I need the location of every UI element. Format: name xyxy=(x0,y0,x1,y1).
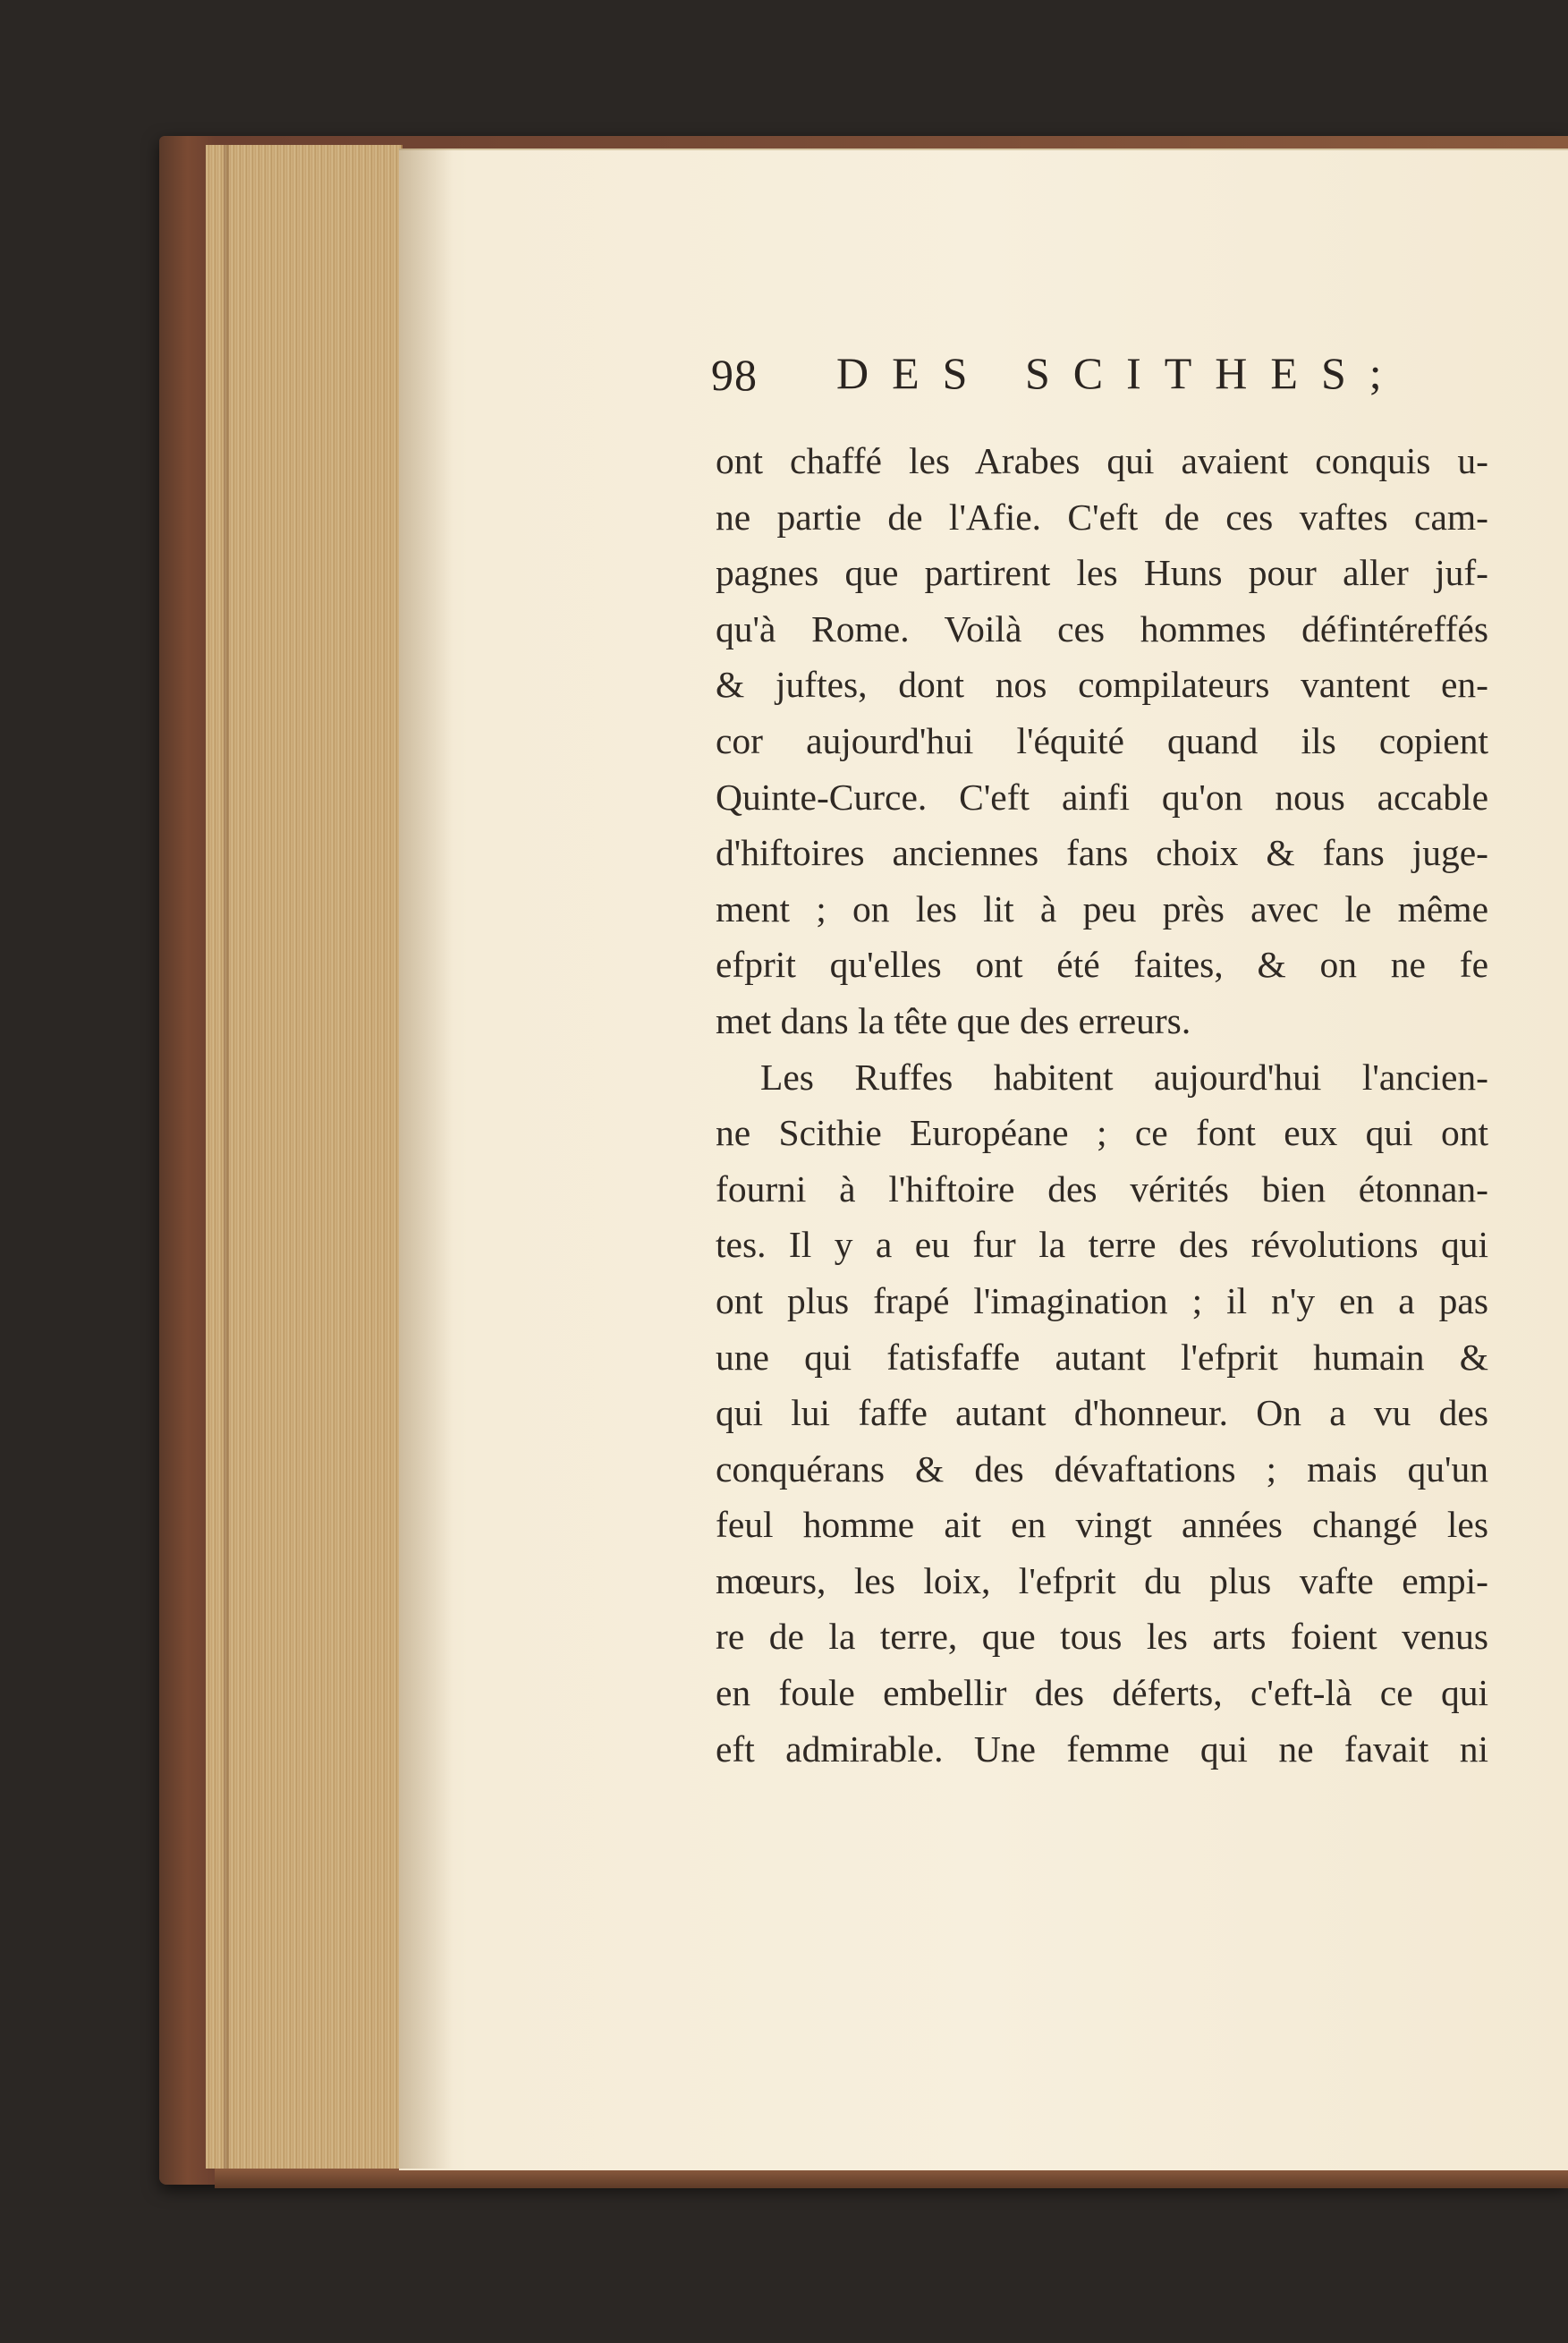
gutter-shadow xyxy=(399,149,453,2169)
text-line: fourni à l'hiftoire des vérités bien étonnan- xyxy=(716,1167,1488,1210)
text-line: ne Scithie Européane ; ce font eux qui ont xyxy=(716,1112,1488,1154)
page-header xyxy=(711,349,1489,412)
text-line: eft admirable. Une femme qui ne favait ni xyxy=(716,1728,1488,1770)
text-line: ont plus frapé l'imagination ; il n'y en a pas xyxy=(716,1279,1488,1321)
text-line: Les Ruffes habitent aujourd'hui l'ancien- xyxy=(760,1056,1488,1098)
text-line: pagnes que partirent les Huns pour aller juf- xyxy=(716,552,1488,594)
text-line: ne partie de l'Afie. C'eft de ces vaftes cam- xyxy=(716,496,1488,538)
text-line: qu'à Rome. Voilà ces hommes défintéreffés xyxy=(716,607,1488,649)
page-number: 98 xyxy=(711,350,758,400)
text-line: ment ; on les lit à peu près avec le même xyxy=(716,887,1488,930)
text-line: Quinte-Curce. C'eft ainfi qu'on nous accable xyxy=(716,776,1488,818)
running-head: DES SCITHES; xyxy=(836,348,1405,398)
text-line: ont chaffé les Arabes qui avaient conquis u- xyxy=(716,440,1488,481)
text-line: conquérans & des dévaftations ; mais qu'un xyxy=(716,1447,1488,1490)
text-line: tes. Il y a eu fur la terre des révolutions qui xyxy=(716,1224,1488,1266)
text-line: cor aujourd'hui l'équité quand ils copient xyxy=(716,719,1488,761)
text-line: mœurs, les loix, l'efprit du plus vafte empi- xyxy=(716,1559,1488,1601)
page-edges xyxy=(206,145,403,2169)
page-text xyxy=(716,433,1488,1777)
text-line: en foule embellir des déferts, c'eft-là ce qui xyxy=(716,1672,1488,1714)
cover-bottom-edge xyxy=(215,2169,1568,2188)
text-line: met dans la tête que des erreurs. xyxy=(716,999,1191,1041)
text-line: qui lui faffe autant d'honneur. On a vu des xyxy=(716,1392,1488,1434)
text-line: efprit qu'elles ont été faites, & on ne fe xyxy=(716,944,1488,986)
text-line: d'hiftoires anciennes fans choix & fans juge- xyxy=(716,832,1488,874)
text-line: re de la terre, que tous les arts foient venus xyxy=(716,1616,1488,1658)
text-line: une qui fatisfaffe autant l'efprit humain & xyxy=(716,1336,1488,1378)
text-line: & juftes, dont nos compilateurs vantent en- xyxy=(716,664,1488,706)
text-line: feul homme ait en vingt années changé les xyxy=(716,1504,1488,1546)
